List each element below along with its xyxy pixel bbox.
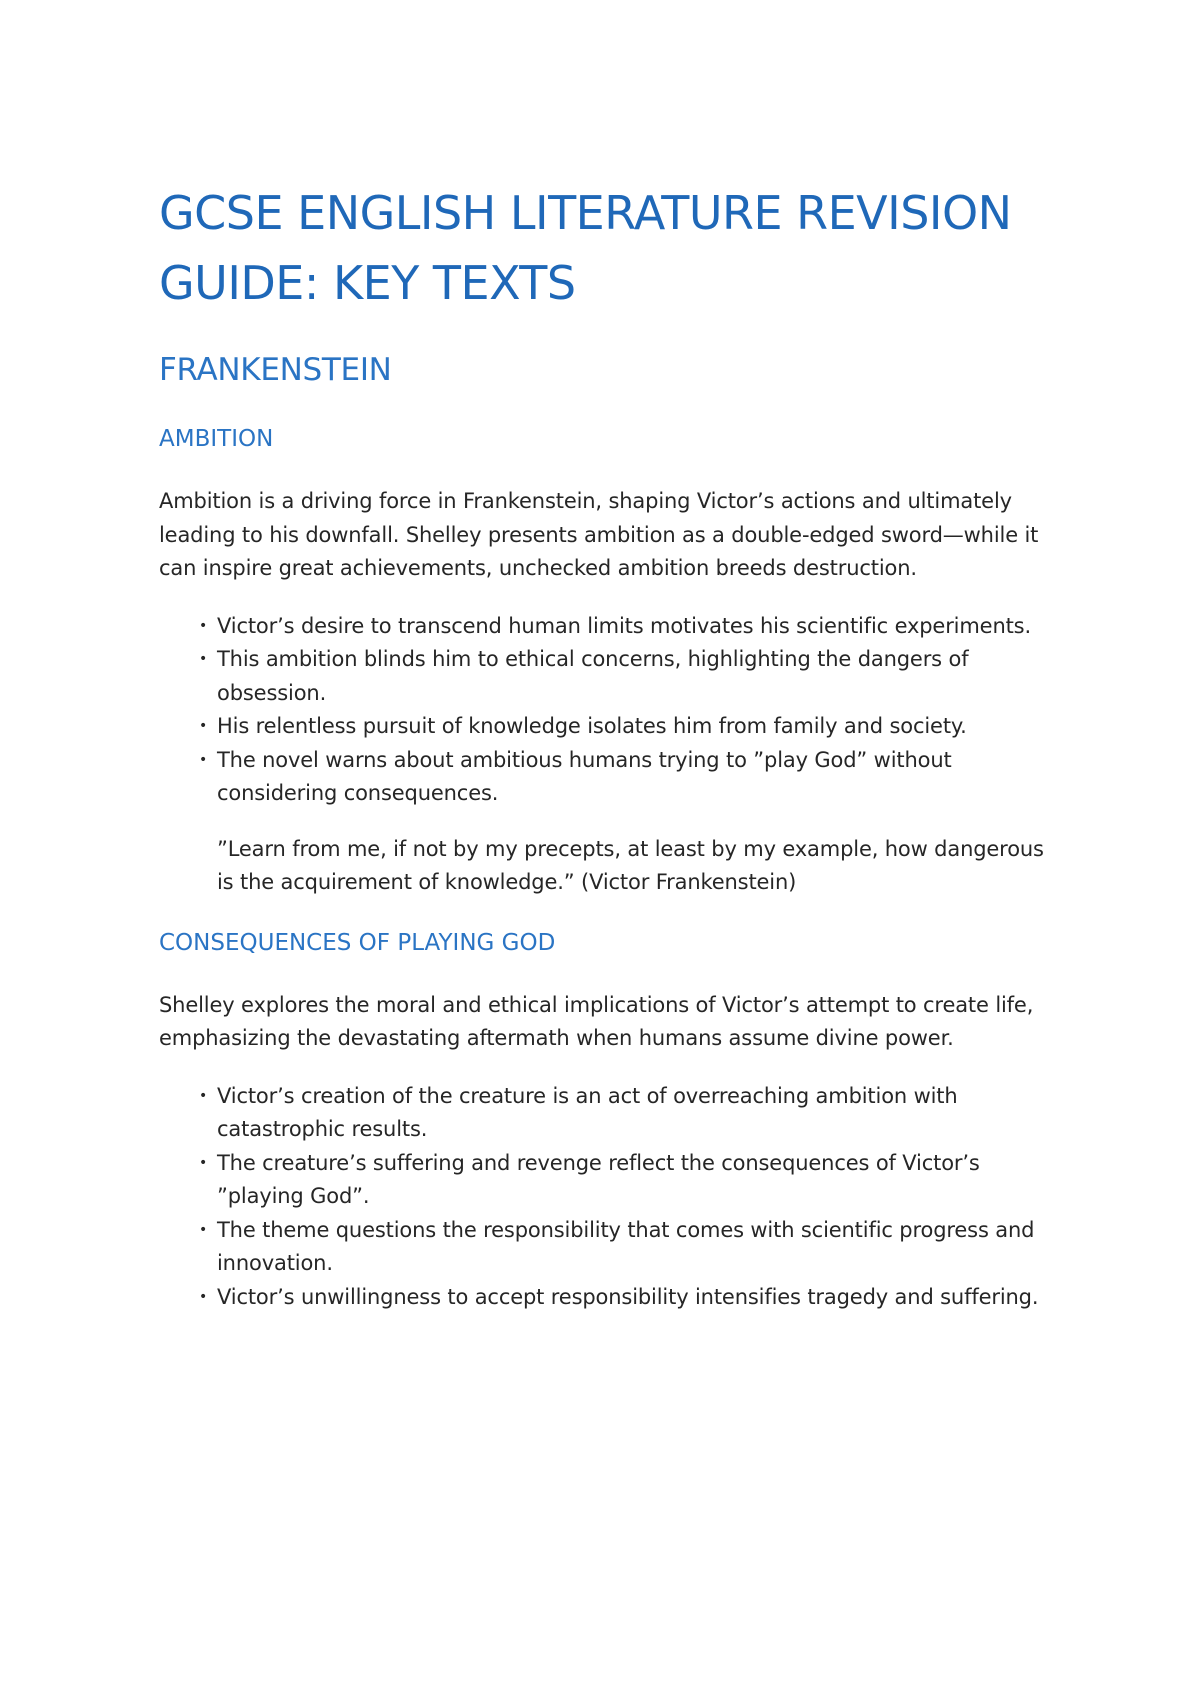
bullet-list-consequences bbox=[159, 1080, 1059, 1315]
list-item bbox=[199, 610, 1059, 644]
bullet-icon: • bbox=[199, 718, 208, 734]
bullet-icon: • bbox=[199, 617, 208, 634]
document-page bbox=[159, 178, 1059, 1314]
list-item bbox=[199, 1080, 1059, 1147]
subsection-heading-ambition: AMBITION bbox=[159, 426, 274, 452]
list-item bbox=[199, 1147, 1059, 1214]
list-item-text: Victor’s creation of the creature is an act of overreaching ambition with catastrophic results. bbox=[217, 1083, 958, 1141]
bullet-icon: • bbox=[199, 1288, 208, 1305]
list-item bbox=[199, 643, 1059, 710]
bullet-icon: • bbox=[199, 1087, 208, 1104]
bullet-icon: • bbox=[199, 1154, 208, 1171]
bullet-list-ambition bbox=[159, 610, 1059, 811]
list-item bbox=[199, 1281, 1059, 1315]
block-quote: ”Learn from me, if not by my precepts, at least by my example, how dangerous is the acquirement of knowledge.” (Victor Frankenstein) bbox=[217, 836, 1044, 894]
section-heading: FRANKENSTEIN bbox=[159, 352, 392, 388]
list-item bbox=[199, 1214, 1059, 1281]
list-item-text: This ambition blinds him to ethical concerns, highlighting the dangers of obsession. bbox=[217, 647, 969, 705]
bullet-icon: • bbox=[199, 751, 208, 768]
list-item bbox=[199, 710, 1059, 744]
list-item-text: Victor’s unwillingness to accept responsibility intensifies tragedy and suffering. bbox=[217, 1284, 1039, 1309]
paragraph-consequences: Shelley explores the moral and ethical implications of Victor’s attempt to create life, emphasizing the devastating aftermath when humans assume divine power. bbox=[159, 992, 1034, 1050]
bullet-icon: • bbox=[199, 651, 208, 667]
list-item-text: The creature’s suffering and revenge reflect the consequences of Victor’s ”playing God”. bbox=[217, 1150, 980, 1208]
subsection-heading-consequences: CONSEQUENCES OF PLAYING GOD bbox=[159, 929, 556, 956]
list-item bbox=[199, 744, 1059, 811]
list-item-text: Victor’s desire to transcend human limits motivates his scientific experiments. bbox=[217, 613, 1032, 638]
list-item-text: His relentless pursuit of knowledge isolates him from family and society. bbox=[217, 714, 967, 738]
document-title: GCSE ENGLISH LITERATURE REVISION GUIDE: KEY TEXTS bbox=[159, 186, 1012, 310]
paragraph-ambition: Ambition is a driving force in Frankenstein, shaping Victor’s actions and ultimately leading to his downfall. Shelley presents ambition as a double-edged sword—while it can inspire great achievements, unchecked ambition breeds destruction. bbox=[159, 489, 1039, 580]
list-item-text: The theme questions the responsibility that comes with scientific progress and innovation. bbox=[217, 1217, 1035, 1275]
list-item-text: The novel warns about ambitious humans trying to ”play God” without considering consequences. bbox=[217, 747, 952, 805]
bullet-icon: • bbox=[199, 1221, 208, 1238]
